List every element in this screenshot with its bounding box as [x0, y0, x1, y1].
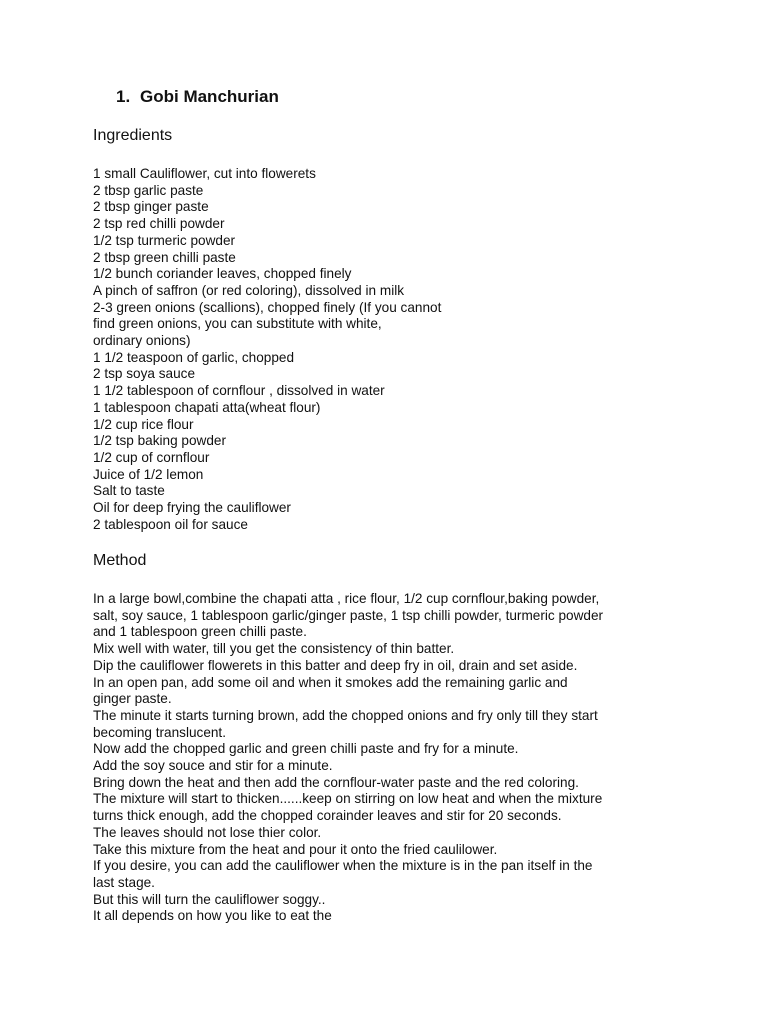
ingredient-line: 1 1/2 teaspoon of garlic, chopped [93, 349, 295, 365]
ingredients-list [93, 166, 441, 533]
ingredient-line: Juice of 1/2 lemon [93, 466, 204, 482]
ingredient-line: 1 1/2 tablespoon of cornflour , dissolved in water [93, 383, 385, 399]
method-heading: Method [93, 552, 147, 569]
ingredient-line: 1 tablespoon chapati atta(wheat flour) [93, 399, 321, 415]
method-list [93, 591, 603, 925]
method-line: Bring down the heat and then add the cornflour-water paste and the red coloring. [93, 774, 579, 790]
ingredients-heading: Ingredients [93, 127, 173, 144]
ingredient-line: 2 tbsp ginger paste [93, 199, 209, 215]
ingredient-line: 1/2 cup of cornflour [93, 449, 210, 465]
method-line: Add the soy souce and stir for a minute. [93, 758, 333, 774]
method-line: ginger paste. [93, 691, 172, 707]
method-line: Now add the chopped garlic and green chilli paste and fry for a minute. [93, 741, 519, 757]
method-line: It all depends on how you like to eat the [93, 908, 332, 924]
method-line: The leaves should not lose thier color. [93, 824, 322, 840]
ingredient-line: 2 tbsp green chilli paste [93, 249, 236, 265]
ingredient-line: Salt to taste [93, 483, 165, 499]
ingredient-line: 2 tbsp garlic paste [93, 182, 204, 198]
ingredient-line: ordinary onions) [93, 333, 191, 349]
ingredient-line: 2 tsp soya sauce [93, 366, 196, 382]
method-line: But this will turn the cauliflower soggy.. [93, 891, 326, 907]
ingredient-line: 1/2 bunch coriander leaves, chopped finely [93, 266, 352, 282]
method-line: If you desire, you can add the cauliflower when the mixture is in the pan itself in the [93, 858, 593, 874]
method-line: last stage. [93, 874, 155, 890]
method-line: salt, soy sauce, 1 tablespoon garlic/ginger paste, 1 tsp chilli powder, turmeric powder [93, 607, 604, 623]
method-line: In an open pan, add some oil and when it smokes add the remaining garlic and [93, 674, 568, 690]
method-line: becoming translucent. [93, 724, 226, 740]
method-line: Dip the cauliflower flowerets in this batter and deep fry in oil, drain and set aside. [93, 657, 578, 673]
method-line: Mix well with water, till you get the consistency of thin batter. [93, 641, 455, 657]
title-text: Gobi Manchurian [140, 87, 279, 106]
method-line: turns thick enough, add the chopped corainder leaves and stir for 20 seconds. [93, 808, 562, 824]
ingredient-line: 2-3 green onions (scallions), chopped finely (If you cannot [93, 299, 442, 315]
method-line: Take this mixture from the heat and pour it onto the fried caulilower. [93, 841, 498, 857]
ingredient-line: 1/2 tsp turmeric powder [93, 232, 236, 248]
ingredient-line: Oil for deep frying the cauliflower [93, 500, 291, 516]
recipe-title [116, 87, 279, 107]
ingredient-line: 2 tablespoon oil for sauce [93, 516, 248, 532]
method-line: The minute it starts turning brown, add the chopped onions and fry only till they start [93, 707, 598, 723]
method-line: In a large bowl,combine the chapati atta , rice flour, 1/2 cup cornflour,baking powder, [93, 591, 600, 606]
method-line: and 1 tablespoon green chilli paste. [93, 624, 307, 640]
ingredient-line: 1/2 cup rice flour [93, 416, 194, 432]
ingredient-line: 1 small Cauliflower, cut into flowerets [93, 166, 316, 181]
method-line: The mixture will start to thicken......keep on stirring on low heat and when the mixture [93, 791, 603, 807]
ingredient-line: find green onions, you can substitute with white, [93, 316, 382, 332]
ingredient-line: 2 tsp red chilli powder [93, 216, 225, 232]
title-number: 1. [116, 87, 131, 106]
ingredient-line: 1/2 tsp baking powder [93, 433, 227, 449]
ingredient-line: A pinch of saffron (or red coloring), dissolved in milk [93, 282, 405, 298]
